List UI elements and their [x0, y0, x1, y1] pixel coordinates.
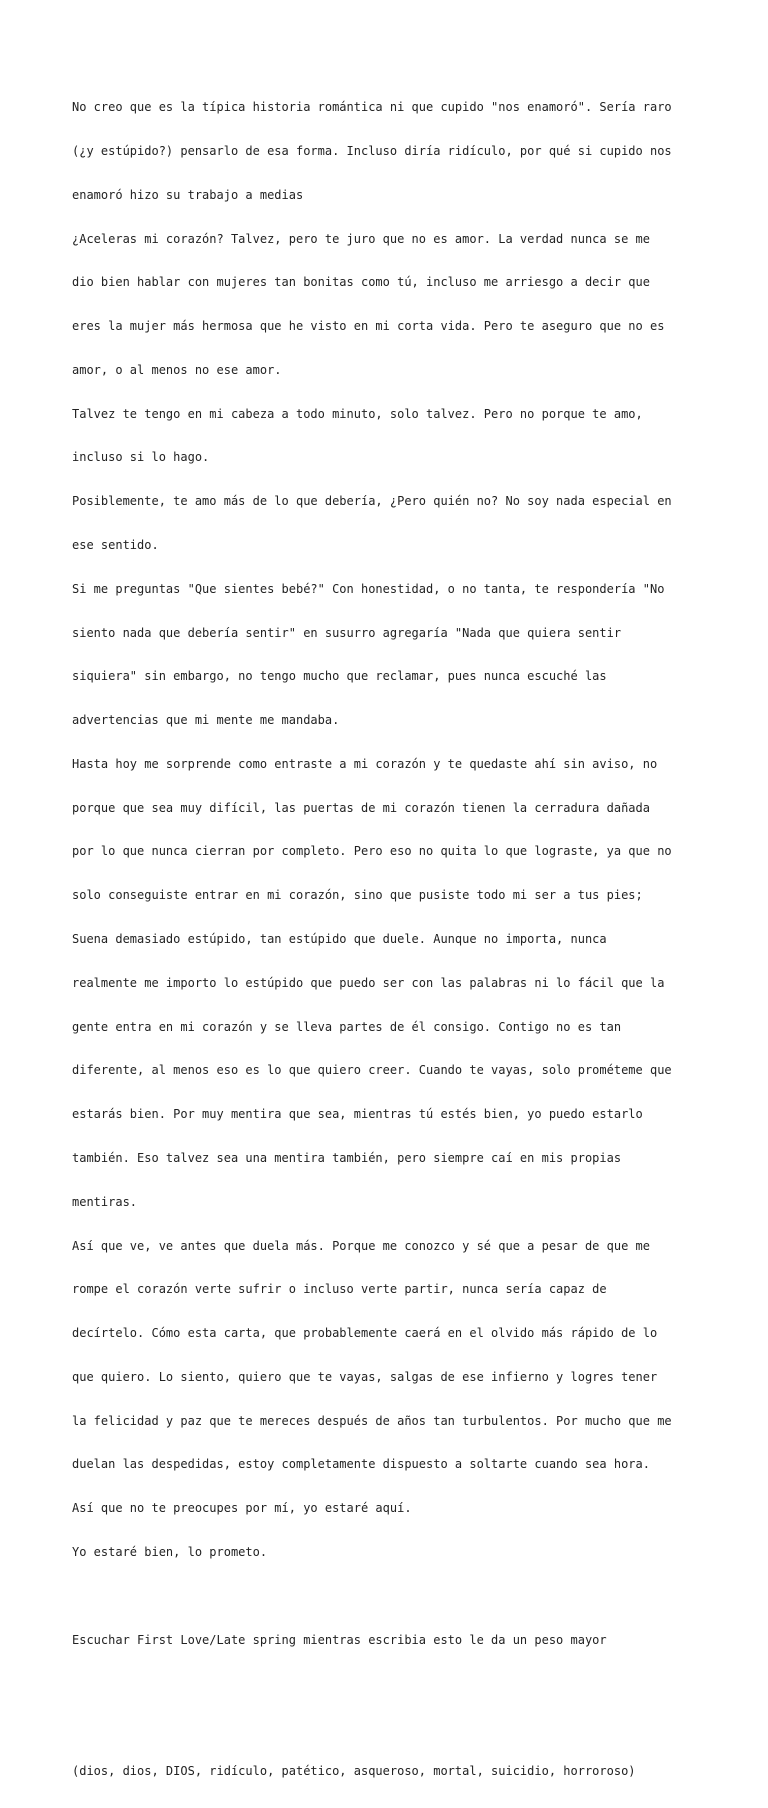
text-line: duelan las despedidas, estoy completamente dispuesto a soltarte cuando sea hora.	[72, 1457, 650, 1472]
text-line: eres la mujer más hermosa que he visto en mi corta vida. Pero te aseguro que no es	[72, 319, 665, 334]
blank-line	[72, 1676, 712, 1691]
text-line: dio bien hablar con mujeres tan bonitas como tú, incluso me arriesgo a decir que	[72, 275, 650, 290]
blank-line	[72, 1720, 712, 1735]
text-line: Si me preguntas "Que sientes bebé?" Con honestidad, o no tanta, te respondería "No	[72, 581, 665, 596]
document-body	[72, 71, 712, 1808]
text-line: porque que sea muy difícil, las puertas de mi corazón tienen la cerradura dañada	[72, 800, 650, 815]
text-line: la felicidad y paz que te mereces después de años tan turbulentos. Por mucho que me	[72, 1413, 672, 1428]
text-line: rompe el corazón verte sufrir o incluso verte partir, nunca sería capaz de	[72, 1282, 607, 1297]
text-line: incluso si lo hago.	[72, 450, 210, 465]
text-line: (¿y estúpido?) pensarlo de esa forma. Incluso diría ridículo, por qué si cupido nos	[72, 143, 672, 158]
text-line: siento nada que debería sentir" en susurro agregaría "Nada que quiera sentir	[72, 625, 622, 640]
text-line: por lo que nunca cierran por completo. Pero eso no quita lo que lograste, ya que no	[72, 844, 672, 859]
text-line: No creo que es la típica historia romántica ni que cupido "nos enamoró". Sería raro	[72, 100, 672, 115]
text-line: ¿Aceleras mi corazón? Talvez, pero te juro que no es amor. La verdad nunca se me	[72, 231, 650, 246]
text-line: mentiras.	[72, 1194, 138, 1209]
text-line: Suena demasiado estúpido, tan estúpido que duele. Aunque no importa, nunca	[72, 932, 607, 947]
text-line: que quiero. Lo siento, quiero que te vayas, salgas de ese infierno y logres tener	[72, 1369, 658, 1384]
text-line: diferente, al menos eso es lo que quiero creer. Cuando te vayas, solo prométeme que	[72, 1063, 672, 1078]
text-line: advertencias que mi mente me mandaba.	[72, 713, 340, 728]
text-line: Yo estaré bien, lo prometo.	[72, 1544, 268, 1559]
text-line: también. Eso talvez sea una mentira también, pero siempre caí en mis propias	[72, 1150, 622, 1165]
text-line: decírtelo. Cómo esta carta, que probablemente caerá en el olvido más rápido de lo	[72, 1326, 658, 1341]
text-line: Talvez te tengo en mi cabeza a todo minuto, solo talvez. Pero no porque te amo,	[72, 406, 643, 421]
text-line: siquiera" sin embargo, no tengo mucho que reclamar, pues nunca escuché las	[72, 669, 607, 684]
text-line: enamoró hizo su trabajo a medias	[72, 187, 304, 202]
text-line: amor, o al menos no ese amor.	[72, 362, 282, 377]
text-line: ese sentido.	[72, 538, 159, 552]
text-line: estarás bien. Por muy mentira que sea, mientras tú estés bien, yo puedo estarlo	[72, 1107, 643, 1122]
text-line: Así que no te preocupes por mí, yo estaré aquí.	[72, 1501, 412, 1516]
text-line: Hasta hoy me sorprende como entraste a mi corazón y te quedaste ahí sin aviso, no	[72, 756, 658, 771]
text-line: realmente me importo lo estúpido que puedo ser con las palabras ni lo fácil que la	[72, 975, 665, 990]
text-line: Posiblemente, te amo más de lo que debería, ¿Pero quién no? No soy nada especial en	[72, 494, 672, 509]
text-line: solo conseguiste entrar en mi corazón, sino que pusiste todo mi ser a tus pies;	[72, 888, 643, 903]
text-line: Así que ve, ve antes que duela más. Porque me conozco y sé que a pesar de que me	[72, 1238, 650, 1253]
text-line: Escuchar First Love/Late spring mientras escribia esto le da un peso mayor	[72, 1632, 607, 1647]
text-line: gente entra en mi corazón y se lleva partes de él consigo. Contigo no es tan	[72, 1019, 622, 1034]
text-line: (dios, dios, DIOS, ridículo, patético, asqueroso, mortal, suicidio, horroroso)	[72, 1763, 636, 1778]
blank-line	[72, 1589, 712, 1604]
